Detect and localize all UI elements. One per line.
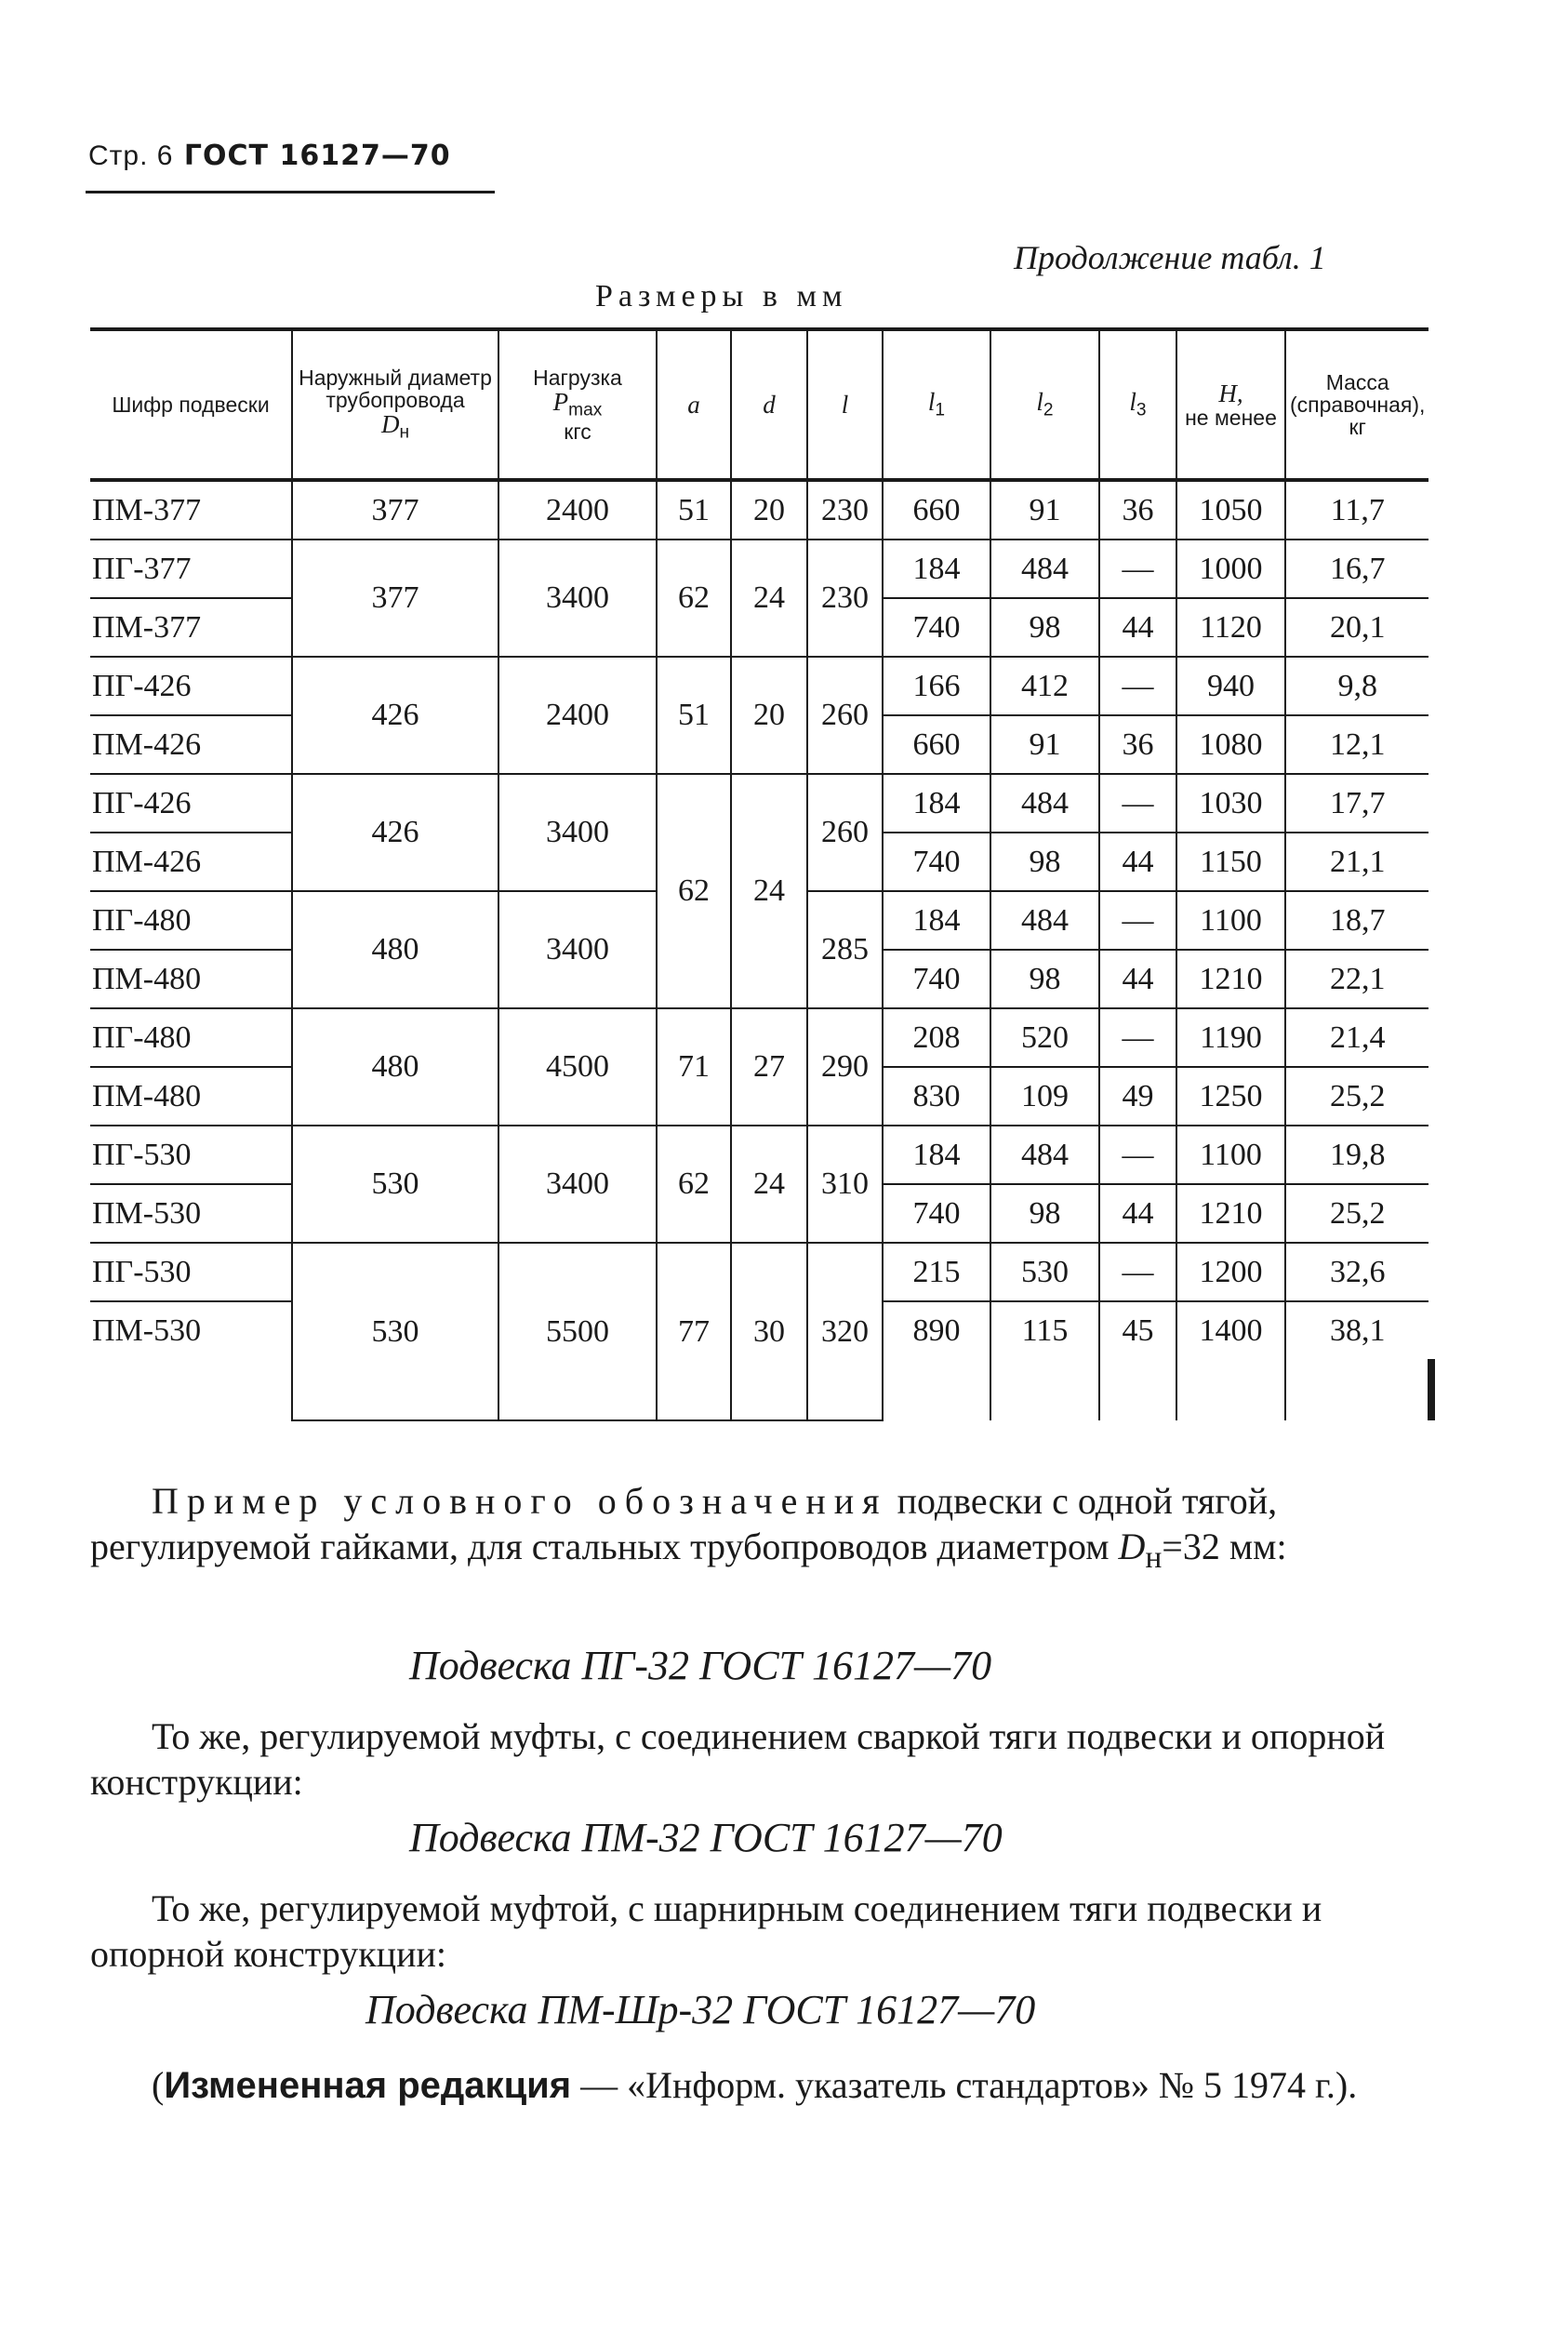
cell-load: 2400 <box>498 480 657 540</box>
cell-load: 4500 <box>498 1008 657 1126</box>
col-header-l: l <box>807 329 883 480</box>
col-header-diameter: Наружный диаметр трубопровода $D_н$ <box>292 329 498 480</box>
cell-h: 1120 <box>1176 598 1285 657</box>
amendment-note: (Измененная редакция — «Информ. указатель стандартов» № 5 1974 г.). <box>152 2064 1358 2106</box>
col-header-a: a <box>657 329 731 480</box>
cell-code: ПГ-377 <box>90 540 292 598</box>
cell-l2: 520 <box>990 1008 1099 1067</box>
standard-number: ГОСТ 16127—70 <box>183 140 451 172</box>
table-row <box>90 1126 1435 1184</box>
cell-d: 20 <box>731 480 807 540</box>
cell-code: ПГ-426 <box>90 657 292 715</box>
cell-l2: 484 <box>990 774 1099 833</box>
cell-l3: 44 <box>1099 950 1176 1008</box>
cell-l3: 36 <box>1099 480 1176 540</box>
cell-l2: 98 <box>990 950 1099 1008</box>
table-row <box>90 1008 1435 1067</box>
col-header-mass: Масса (справочная), кг <box>1285 329 1428 480</box>
example-lead: Пример условного обозначения <box>152 1480 888 1522</box>
cell-code: ПМ-426 <box>90 833 292 891</box>
cell-mass: 38,1 <box>1285 1301 1428 1359</box>
example-text: подвески с одной тягой, регулируемой гайками, для стальных трубопроводов диаметром <box>90 1480 1278 1567</box>
cell-d: 24 <box>731 1126 807 1243</box>
cell-mass: 21,1 <box>1285 833 1428 891</box>
cell-l2: 484 <box>990 1126 1099 1184</box>
cell-mass: 9,8 <box>1285 657 1428 715</box>
cell-l2: 530 <box>990 1243 1099 1301</box>
cell-h: 1190 <box>1176 1008 1285 1067</box>
cell-mass: 18,7 <box>1285 891 1428 950</box>
cell-code: ПМ-480 <box>90 950 292 1008</box>
cell-l: 260 <box>807 657 883 774</box>
cell-diameter: 530 <box>292 1243 498 1420</box>
units-note: Размеры в мм <box>595 279 848 313</box>
cell-h: 1150 <box>1176 833 1285 891</box>
cell-l1: 184 <box>883 891 990 950</box>
table-row <box>90 774 1435 833</box>
cell-h: 940 <box>1176 657 1285 715</box>
cell-mass: 25,2 <box>1285 1067 1428 1126</box>
cell-h: 1080 <box>1176 715 1285 774</box>
cell-code: ПГ-426 <box>90 774 292 833</box>
cell-load: 3400 <box>498 891 657 1008</box>
cell-mass: 20,1 <box>1285 598 1428 657</box>
cell-l1: 740 <box>883 598 990 657</box>
cell-load: 3400 <box>498 1126 657 1243</box>
cell-l2: 484 <box>990 891 1099 950</box>
cell-l: 320 <box>807 1243 883 1420</box>
cell-diameter: 426 <box>292 774 498 891</box>
cell-l: 285 <box>807 891 883 1008</box>
cell-l1: 166 <box>883 657 990 715</box>
cell-l3: 45 <box>1099 1301 1176 1359</box>
amendment-text: — «Информ. указатель стандартов» № 5 1974 г.). <box>571 2064 1358 2106</box>
cell-h: 1210 <box>1176 950 1285 1008</box>
cell-l3: 49 <box>1099 1067 1176 1126</box>
cell-l3: 44 <box>1099 598 1176 657</box>
cell-l: 230 <box>807 540 883 657</box>
cell-l2: 91 <box>990 480 1099 540</box>
cell-code: ПМ-426 <box>90 715 292 774</box>
dn-subscript: н <box>1145 1539 1163 1575</box>
cell-mass: 11,7 <box>1285 480 1428 540</box>
cell-load: 3400 <box>498 774 657 891</box>
cell-l2: 98 <box>990 598 1099 657</box>
designation-2: Подвеска ПМ-32 ГОСТ 16127—70 <box>409 1815 1003 1860</box>
cell-l2: 98 <box>990 833 1099 891</box>
cell-diameter: 480 <box>292 1008 498 1126</box>
cell-l3: 44 <box>1099 1184 1176 1243</box>
cell-a: 62 <box>657 540 731 657</box>
cell-code: ПГ-530 <box>90 1126 292 1184</box>
cell-l1: 184 <box>883 774 990 833</box>
cell-mass: 12,1 <box>1285 715 1428 774</box>
col-header-l1: $l_1$ <box>883 329 990 480</box>
table-row <box>90 1243 1435 1301</box>
cell-l1: 660 <box>883 715 990 774</box>
cell-load: 3400 <box>498 540 657 657</box>
cell-diameter: 530 <box>292 1126 498 1243</box>
cell-l2: 98 <box>990 1184 1099 1243</box>
cell-a: 51 <box>657 480 731 540</box>
cell-l3: 36 <box>1099 715 1176 774</box>
cell-mass: 16,7 <box>1285 540 1428 598</box>
cell-code: ПГ-480 <box>90 1008 292 1067</box>
cell-code: ПМ-377 <box>90 598 292 657</box>
cell-d: 24 <box>731 774 807 1008</box>
cell-d: 24 <box>731 540 807 657</box>
cell-code: ПМ-530 <box>92 1313 202 1348</box>
cell-l1: 740 <box>883 833 990 891</box>
cell-diameter: 377 <box>292 480 498 540</box>
cell-l2: 91 <box>990 715 1099 774</box>
col-header-h: H, не менее <box>1176 329 1285 480</box>
cell-h: 1030 <box>1176 774 1285 833</box>
cell-l1: 740 <box>883 1184 990 1243</box>
cell-l1: 184 <box>883 1126 990 1184</box>
designation-1: Подвеска ПГ-32 ГОСТ 16127—70 <box>409 1643 992 1688</box>
cell-l3: — <box>1099 774 1176 833</box>
table-row <box>90 480 1435 540</box>
cell-l: 260 <box>807 774 883 891</box>
cell-l3: — <box>1099 1243 1176 1301</box>
cell-l1: 208 <box>883 1008 990 1067</box>
cell-load: 5500 <box>498 1243 657 1420</box>
cell-h: 1250 <box>1176 1067 1285 1126</box>
cell-mass: 17,7 <box>1285 774 1428 833</box>
cell-l: 310 <box>807 1126 883 1243</box>
dn-value: =32 мм: <box>1162 1525 1287 1567</box>
header-rule <box>86 191 495 193</box>
spec-table <box>90 327 1435 1421</box>
cell-h: 1000 <box>1176 540 1285 598</box>
cell-a: 62 <box>657 1126 731 1243</box>
cell-l2: 484 <box>990 540 1099 598</box>
cell-a: 51 <box>657 657 731 774</box>
cell-code: ПМ-377 <box>90 480 292 540</box>
cell-l2: 412 <box>990 657 1099 715</box>
cell-h: 1400 <box>1176 1301 1285 1359</box>
cell-code: ПМ-480 <box>90 1067 292 1126</box>
cell-h: 1100 <box>1176 891 1285 950</box>
table-row <box>90 540 1435 598</box>
cell-l: 290 <box>807 1008 883 1126</box>
cell-mass: 25,2 <box>1285 1184 1428 1243</box>
cell-diameter: 377 <box>292 540 498 657</box>
cell-h: 1200 <box>1176 1243 1285 1301</box>
cell-h: 1100 <box>1176 1126 1285 1184</box>
cell-l3: — <box>1099 540 1176 598</box>
cell-h: 1050 <box>1176 480 1285 540</box>
table-row <box>90 657 1435 715</box>
cell-l1: 215 <box>883 1243 990 1301</box>
cell-l3: — <box>1099 1008 1176 1067</box>
cell-mass: 19,8 <box>1285 1126 1428 1184</box>
cell-l3: — <box>1099 657 1176 715</box>
cell-mass: 32,6 <box>1285 1243 1428 1301</box>
cell-a: 77 <box>657 1243 731 1420</box>
cell-code: ПГ-480 <box>90 891 292 950</box>
paragraph-2: То же, регулируемой муфты, с соединением сваркой тяги подвески и опорной конструкции: <box>90 1715 1386 1803</box>
cell-l1: 830 <box>883 1067 990 1126</box>
cell-l3: 44 <box>1099 833 1176 891</box>
cell-a: 71 <box>657 1008 731 1126</box>
cell-l1: 660 <box>883 480 990 540</box>
cell-l2: 115 <box>990 1301 1099 1359</box>
cell-mass: 21,4 <box>1285 1008 1428 1067</box>
designation-3: Подвеска ПМ-Шр-32 ГОСТ 16127—70 <box>365 1987 1036 2032</box>
cell-diameter: 480 <box>292 891 498 1008</box>
cell-mass: 22,1 <box>1285 950 1428 1008</box>
col-header-l2: $l_2$ <box>990 329 1099 480</box>
cell-l3: — <box>1099 1126 1176 1184</box>
cell-l3: — <box>1099 891 1176 950</box>
paragraph-3: То же, регулируемой муфтой, с шарнирным соединением тяги подвески и опорной конструкции: <box>90 1887 1322 1975</box>
cell-d: 27 <box>731 1008 807 1126</box>
cell-d: 30 <box>731 1243 807 1420</box>
col-header-l3: $l_3$ <box>1099 329 1176 480</box>
cell-code: ПМ-530 <box>90 1184 292 1243</box>
col-header-d: d <box>731 329 807 480</box>
page-header <box>88 140 451 172</box>
cell-d: 20 <box>731 657 807 774</box>
page-label: Стр. 6 <box>88 140 174 171</box>
cell-h: 1210 <box>1176 1184 1285 1243</box>
col-header-code: Шифр подвески <box>90 329 292 480</box>
cell-l: 230 <box>807 480 883 540</box>
dn-symbol: D <box>1118 1525 1146 1567</box>
cell-a: 62 <box>657 774 731 1008</box>
col-header-load: Нагрузка $P_{max}$ кгс <box>498 329 657 480</box>
cell-diameter: 426 <box>292 657 498 774</box>
table-header-row <box>90 329 1435 480</box>
cell-l1: 890 <box>883 1301 990 1359</box>
table-continuation-note: Продолжение табл. 1 <box>1014 239 1326 276</box>
cell-code: ПГ-530 <box>90 1243 292 1301</box>
cell-l1: 740 <box>883 950 990 1008</box>
cell-l2: 109 <box>990 1067 1099 1126</box>
amendment-label: Измененная редакция <box>164 2065 572 2106</box>
cell-load: 2400 <box>498 657 657 774</box>
example-paragraph <box>90 1479 1392 1577</box>
cell-l1: 184 <box>883 540 990 598</box>
